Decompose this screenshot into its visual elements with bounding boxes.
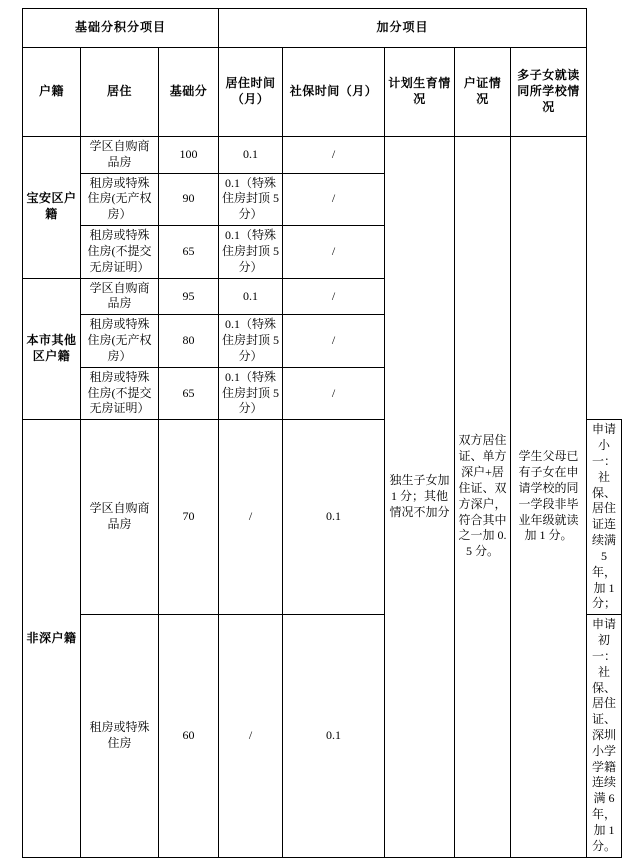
housing-type: 租房或特殊住房(无产权房） xyxy=(81,173,159,225)
base-score: 65 xyxy=(159,226,219,278)
social-months: 0.1 xyxy=(283,420,385,615)
live-months: 0.1 xyxy=(219,137,283,174)
column-header-housing: 居住 xyxy=(81,48,159,137)
social-months: / xyxy=(283,226,385,278)
base-score: 100 xyxy=(159,137,219,174)
social-months: / xyxy=(283,367,385,419)
column-header-birth-policy: 计划生育情况 xyxy=(385,48,455,137)
scoring-table xyxy=(22,8,622,858)
base-score: 95 xyxy=(159,278,219,315)
table-row xyxy=(23,137,622,174)
base-score: 80 xyxy=(159,315,219,367)
household-cert-cell: 双方居住证、单方深户+居住证、双方深户，符合其中之一加 0.5 分。 xyxy=(455,137,511,858)
social-months: / xyxy=(283,315,385,367)
birth-policy-cell: 独生子女加 1 分；其他情况不加分 xyxy=(385,137,455,858)
column-header-live-months: 居住时间（月） xyxy=(219,48,283,137)
housing-type: 租房或特殊住房 xyxy=(81,615,159,857)
group-header-bonus: 加分项目 xyxy=(219,9,587,48)
social-months: / xyxy=(283,173,385,225)
live-months: 0.1（特殊住房封顶 5 分） xyxy=(219,226,283,278)
housing-type: 学区自购商品房 xyxy=(81,420,159,615)
social-months: 0.1 xyxy=(283,615,385,857)
live-months: 0.1（特殊住房封顶 5 分） xyxy=(219,315,283,367)
social-note-junior: 申请初一：社保、居住证、深圳小学学籍连续满 6 年，加 1 分。 xyxy=(587,615,622,857)
base-score: 65 xyxy=(159,367,219,419)
housing-type: 租房或特殊住房(不提交无房证明） xyxy=(81,367,159,419)
column-header-hukou: 户籍 xyxy=(23,48,81,137)
base-score: 90 xyxy=(159,173,219,225)
housing-type: 学区自购商品房 xyxy=(81,278,159,315)
housing-type: 学区自购商品房 xyxy=(81,137,159,174)
table-column-header-row xyxy=(23,48,622,137)
live-months: / xyxy=(219,615,283,857)
housing-type: 租房或特殊住房(无产权房） xyxy=(81,315,159,367)
column-header-multi-child: 多子女就读同所学校情况 xyxy=(511,48,587,137)
live-months: 0.1（特殊住房封顶 5 分） xyxy=(219,173,283,225)
column-header-social-months: 社保时间（月） xyxy=(283,48,385,137)
column-header-base-score: 基础分 xyxy=(159,48,219,137)
table-group-header-row xyxy=(23,9,622,48)
hukou-baoan: 宝安区户籍 xyxy=(23,137,81,279)
base-score: 70 xyxy=(159,420,219,615)
base-score: 60 xyxy=(159,615,219,857)
housing-type: 租房或特殊住房(不提交无房证明） xyxy=(81,226,159,278)
live-months: 0.1 xyxy=(219,278,283,315)
group-header-base: 基础分积分项目 xyxy=(23,9,219,48)
social-months: / xyxy=(283,137,385,174)
social-note-primary: 申请小一：社保、居住证连续满 5 年，加 1 分； xyxy=(587,420,622,615)
hukou-non-shenzhen: 非深户籍 xyxy=(23,420,81,857)
hukou-other-district: 本市其他区户籍 xyxy=(23,278,81,420)
live-months: / xyxy=(219,420,283,615)
social-months: / xyxy=(283,278,385,315)
multi-child-cell: 学生父母已有子女在申请学校的同一学段非毕业年级就读加 1 分。 xyxy=(511,137,587,858)
column-header-household-cert: 户证情况 xyxy=(455,48,511,137)
live-months: 0.1（特殊住房封顶 5 分） xyxy=(219,367,283,419)
